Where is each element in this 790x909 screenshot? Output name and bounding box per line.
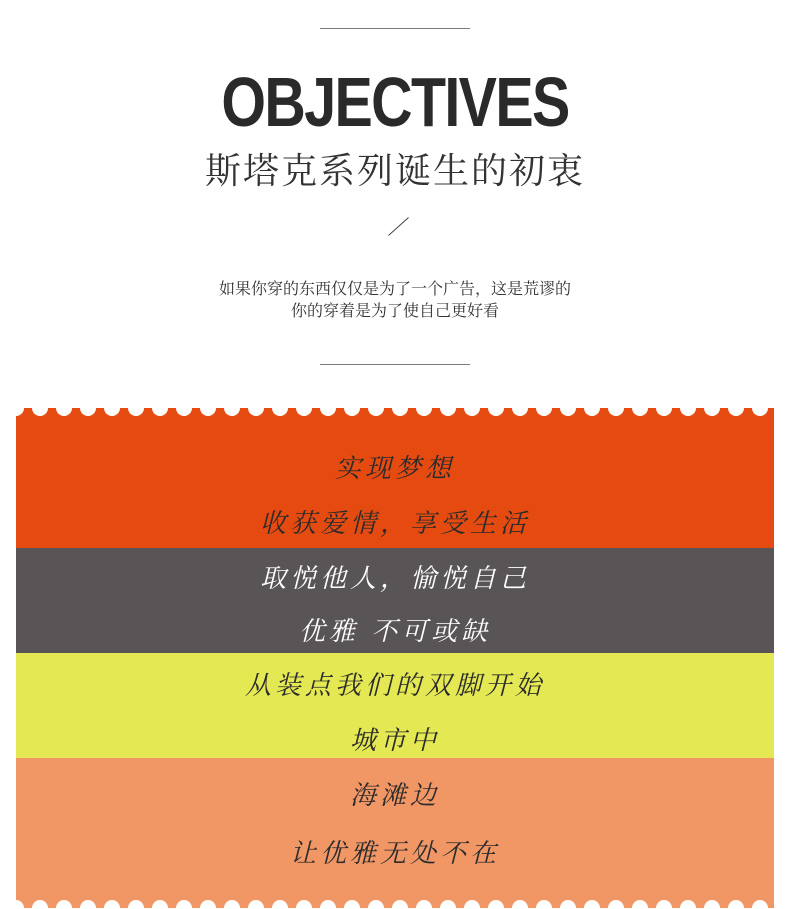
perforation-dot [464,900,480,908]
perforation-dot [176,408,192,416]
perforation-dot [56,900,72,908]
perforation-dot [536,900,552,908]
perforation-dot [32,900,48,908]
top-divider [320,28,470,29]
perforation-dot [368,408,384,416]
perforation-dot [512,900,528,908]
stamp-edge-bottom [16,892,774,908]
perforation-dot [56,408,72,416]
perforation-dot [608,408,624,416]
page-title: OBJECTIVES [221,63,569,141]
perforation-dot [584,408,600,416]
perforation-dot [248,408,264,416]
perforation-dot [80,408,96,416]
intro-line-1: 如果你穿的东西仅仅是为了一个广告，这是荒谬的 [218,279,571,298]
perforation-dot [272,900,288,908]
page-subtitle: 斯塔克系列诞生的初衷 [204,151,585,192]
perforation-dot [392,408,408,416]
perforation-dot [344,900,360,908]
perforation-dot [16,900,24,908]
perforation-dot [152,408,168,416]
perforation-dot [296,408,312,416]
perforation-dot [416,408,432,416]
band-3-line-2: 城市中 [349,726,440,756]
stamp-panel [16,408,774,908]
perforation-dot [728,900,744,908]
perforation-dot [296,900,312,908]
slash-divider [388,217,409,236]
perforation-dot [440,408,456,416]
perforation-dot [16,408,24,416]
perforation-dot [32,408,48,416]
band-1-line-2: 收获爱情，享受生活 [259,509,530,539]
perforation-dot [128,408,144,416]
perforation-dot [416,900,432,908]
perforation-dot [224,408,240,416]
band-4-line-1: 海滩边 [349,781,440,811]
perforation-dot [488,900,504,908]
intro-text [0,278,790,322]
perforation-dot [704,900,720,908]
perforation-dot [80,900,96,908]
band-2-line-2: 优雅 不可或缺 [298,617,492,647]
perforation-dot [224,900,240,908]
perforation-dot [320,900,336,908]
perforation-dot [608,900,624,908]
stamp-edge-top [16,408,774,424]
perforation-dot [560,408,576,416]
perforation-dot [512,408,528,416]
perforation-dot [656,408,672,416]
perforation-dot [368,900,384,908]
perforation-dot [536,408,552,416]
perforation-dot [752,408,768,416]
middle-divider [320,364,470,365]
perforation-dot [632,408,648,416]
band-3-line-1: 从装点我们的双脚开始 [244,671,545,701]
perforation-dot [128,900,144,908]
perforation-dot [680,900,696,908]
perforation-dot [680,408,696,416]
perforation-dot [104,900,120,908]
perforation-dot [344,408,360,416]
perforation-dot [704,408,720,416]
perforation-dot [152,900,168,908]
perforation-dot [584,900,600,908]
band-2-line-1: 取悦他人，愉悦自己 [259,564,530,594]
perforation-dot [488,408,504,416]
perforation-dot [176,900,192,908]
perforation-dot [656,900,672,908]
perforation-dot [248,900,264,908]
perforation-dot [272,408,288,416]
perforation-dot [200,900,216,908]
perforation-dot [752,900,768,908]
perforation-dot [392,900,408,908]
band-1-line-1: 实现梦想 [334,454,455,484]
perforation-dot [200,408,216,416]
perforation-dot [320,408,336,416]
perforation-dot [632,900,648,908]
perforation-dot [728,408,744,416]
intro-line-2: 你的穿着是为了使自己更好看 [290,301,499,320]
perforation-dot [464,408,480,416]
perforation-dot [440,900,456,908]
band-4-line-2: 让优雅无处不在 [289,839,500,869]
perforation-dot [104,408,120,416]
perforation-dot [560,900,576,908]
